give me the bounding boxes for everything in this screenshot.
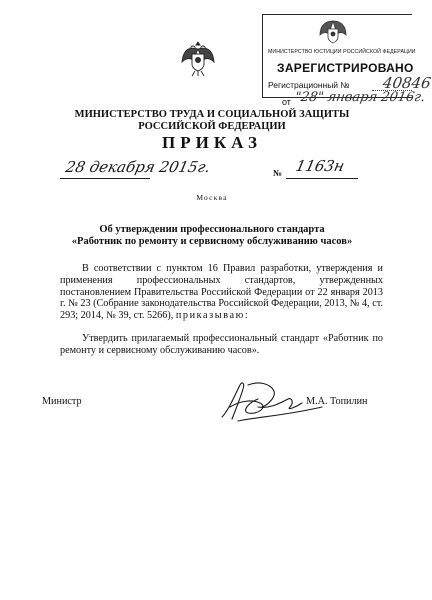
paragraph-2-text: Утвердить прилагаемый профессиональный стандарт «Работник по ремонту и сервисному обслуживанию часов». bbox=[60, 333, 383, 356]
order-city: Москва bbox=[196, 193, 228, 202]
order-number-sign: № bbox=[273, 168, 283, 178]
ministry-name-line2: РОССИЙСКОЙ ФЕДЕРАЦИИ bbox=[138, 121, 286, 132]
stamp-organization: МИНИСТЕРСТВО ЮСТИЦИИ РОССИЙСКОЙ ФЕДЕРАЦИИ bbox=[268, 49, 416, 55]
order-title-line1: Об утверждении профессионального стандарта bbox=[99, 224, 325, 235]
stamp-reg-number-label: Регистрационный № bbox=[268, 80, 350, 90]
order-number-underline bbox=[286, 178, 358, 179]
order-number: 1163н bbox=[294, 157, 346, 175]
ministry-name-line1: МИНИСТЕРСТВО ТРУДА И СОЦИАЛЬНОЙ ЗАЩИТЫ bbox=[74, 109, 350, 120]
stamp-date-value: "28" января 2016г. bbox=[293, 90, 427, 105]
stamp-registered-label: ЗАРЕГИСТРИРОВАНО bbox=[277, 61, 414, 75]
paragraph-1-decree: приказываю: bbox=[175, 310, 250, 322]
order-date: 28 декабря 2015г. bbox=[64, 158, 213, 176]
order-title-line2: «Работник по ремонту и сервисному обслуживанию часов» bbox=[71, 236, 353, 247]
document-type-heading: ПРИКАЗ bbox=[162, 133, 262, 152]
stamp-reg-number-value: 40846 bbox=[381, 74, 432, 92]
coat-of-arms-icon bbox=[181, 38, 215, 78]
stamp-date-prefix: от bbox=[282, 97, 291, 107]
body-paragraph-1 bbox=[60, 263, 383, 322]
order-date-underline bbox=[60, 178, 150, 179]
signatory-name: М.А. Топилин bbox=[306, 396, 368, 407]
body-paragraph-2 bbox=[60, 333, 383, 357]
stamp-coat-of-arms-icon bbox=[318, 18, 348, 48]
paragraph-1-text: В соответствии с пунктом 16 Правил разработки, утверждения и применения профессиональных стандартов, утвержденных постановлением Правительства Российской Федерации от 22 января 2013 г. № 23 (Собрание законодательства Российской Федерации, 2013, № 4, ст. 293; 2014, № 39, ст. 5266), bbox=[60, 263, 383, 322]
signatory-role: Министр bbox=[42, 396, 82, 407]
